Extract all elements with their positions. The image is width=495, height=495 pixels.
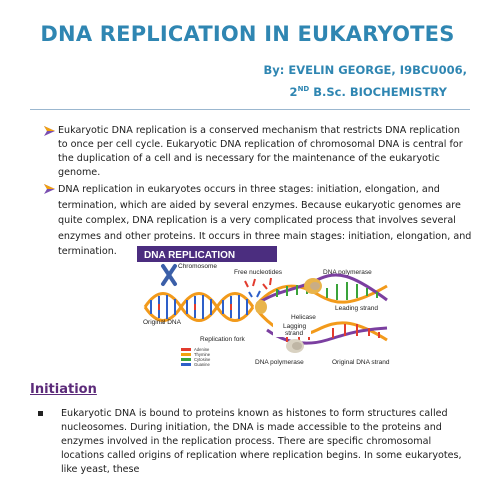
arrow-bullet-icon — [44, 184, 55, 194]
divider — [30, 109, 470, 110]
legend-cytosine: Cytosine — [194, 357, 211, 362]
helicase-icon — [255, 300, 267, 314]
dna-polymerase-bottom-icon — [286, 339, 304, 353]
degree-number: 2 — [289, 85, 298, 99]
legend-thymine: Thymine — [194, 352, 211, 357]
degree-superscript: ND — [297, 85, 310, 94]
label-free-nucleotides: Free nucleotides — [234, 269, 283, 276]
label-replication-fork: Replication fork — [200, 336, 245, 343]
label-dna-polymerase-top: DNA polymerase — [323, 269, 372, 276]
degree-line — [290, 85, 447, 99]
page-title: DNA REPLICATION IN EUKARYOTES — [40, 22, 455, 46]
figure-banner-text: DNA REPLICATION — [144, 250, 236, 261]
initiation-text: Eukaryotic DNA is bound to proteins known as histones to form structures called nucleosomes. During initiation, the DNA is made accessible to the proteins and enzymes involved in the replication process. There are specific chromosomal locations called origins of replication where replication begins. In some eukaryotes, like yeast, these — [61, 408, 462, 475]
degree-text: B.Sc. BIOCHEMISTRY — [309, 85, 447, 99]
dna-replication-figure — [137, 244, 395, 374]
initiation-item — [38, 407, 470, 477]
label-strand: strand — [285, 330, 304, 337]
initiation-list — [38, 407, 470, 477]
label-original-dna-strand: Original DNA strand — [332, 359, 390, 366]
legend-guanine: Guanine — [194, 362, 210, 367]
bullet-text: DNA replication in eukaryotes occurs in three stages: initiation, elongation, and termination, which are aided by several enzymes. Because eukaryotic genomes are quite complex, DNA replication is a very complicated process that involves several enzymes and other proteins. It occurs in three main stages: initiation, elongation, and termination. — [58, 184, 472, 257]
arrow-bullet-icon — [44, 126, 55, 136]
label-leading-strand: Leading strand — [335, 305, 379, 312]
intro-bullet-list — [44, 124, 472, 262]
bullet-text: Eukaryotic DNA replication is a conserved mechanism that restricts DNA replication to once per cell cycle. Eukaryotic DNA replication of chromosomal DNA is central for the duplication of a cell and is necessary for the maintenance of the eukaryotic genome. — [58, 125, 463, 178]
author-line: By: EVELIN GEORGE, I9BCU006, — [263, 63, 467, 77]
label-helicase: Helicase — [291, 314, 316, 321]
dna-polymerase-top-icon — [304, 278, 322, 294]
label-dna-polymerase-bottom: DNA polymerase — [255, 359, 304, 366]
legend-adenine: Adenine — [194, 347, 210, 352]
section-heading-initiation: Initiation — [30, 382, 97, 397]
label-original-dna: Original DNA — [143, 319, 181, 326]
square-bullet-icon — [38, 411, 43, 416]
label-chromosome: Chromosome — [178, 263, 218, 270]
bullet-item — [44, 124, 472, 180]
label-lagging: Lagging — [283, 323, 307, 330]
